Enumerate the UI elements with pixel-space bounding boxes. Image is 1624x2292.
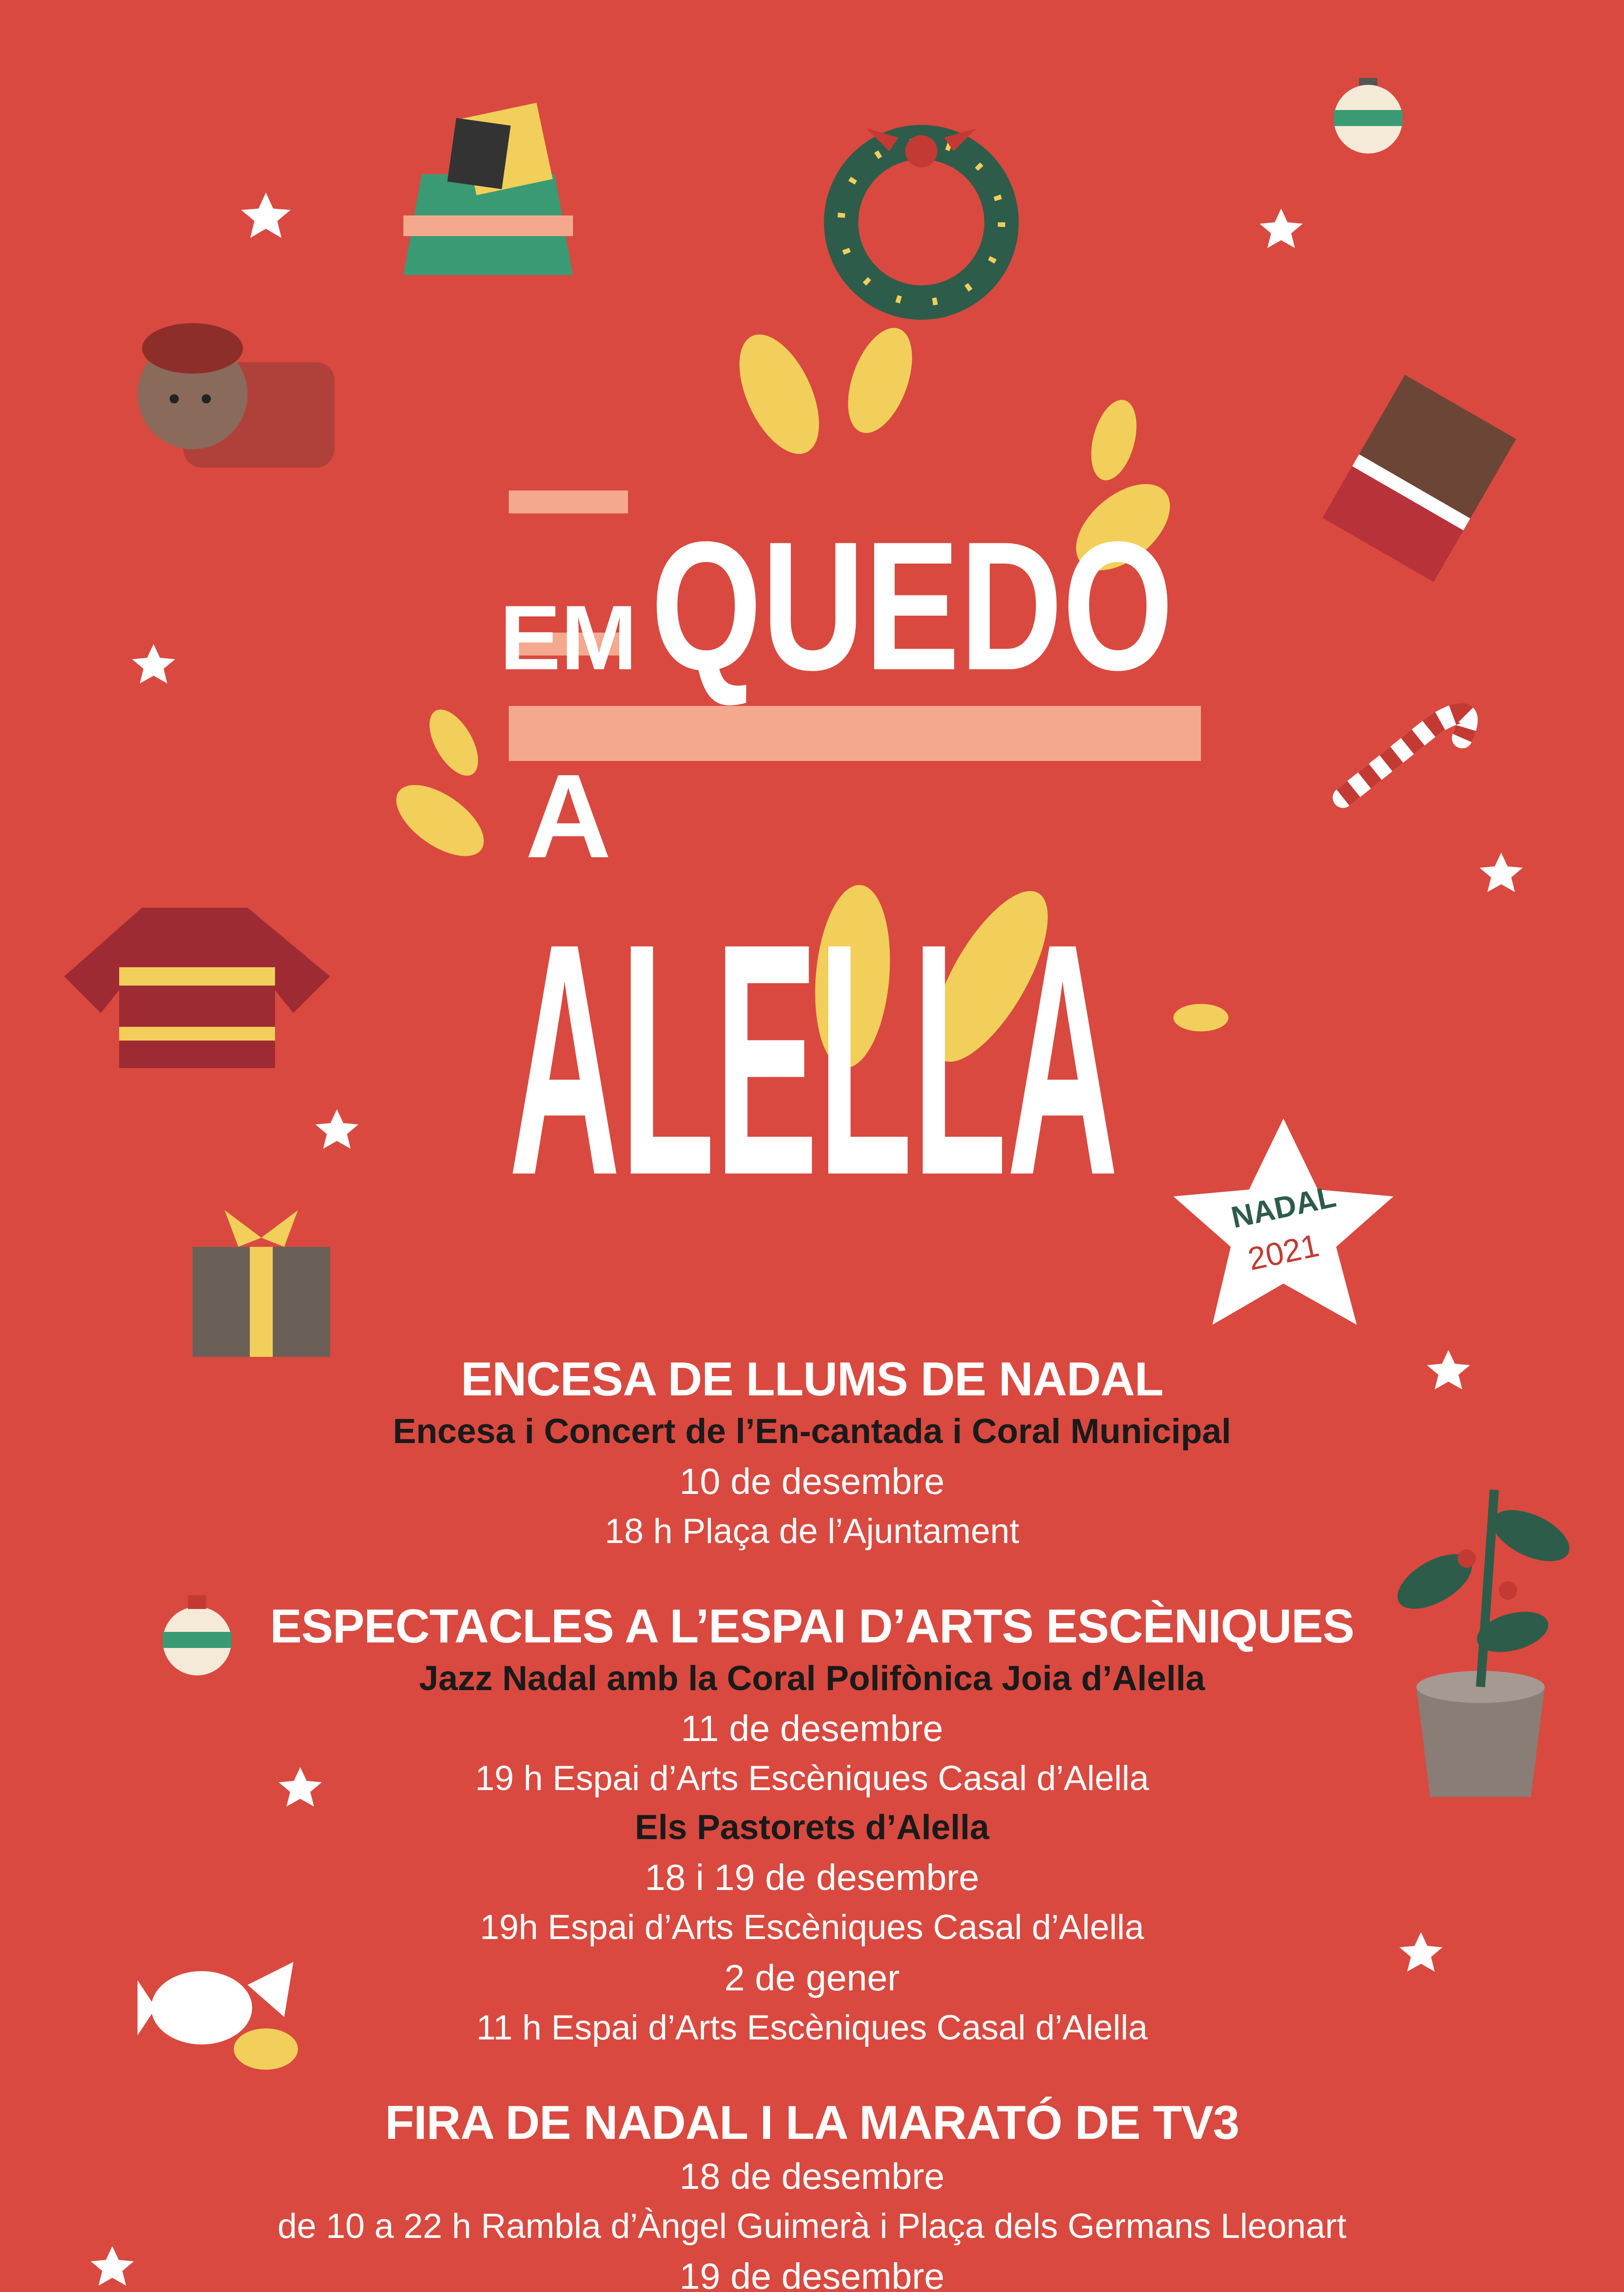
program-section [0,1599,1624,2052]
sweater-icon [64,908,330,1068]
wreath-icon [841,128,1002,303]
chocolate-bar-icon [1322,375,1516,582]
badge-line2: 2021 [1244,1227,1322,1277]
title-em: EM [500,587,637,689]
event-date: 10 de desembre [679,1460,945,1502]
title-bar [509,490,628,513]
title-quedo: QUEDO [651,503,1173,708]
ornament-icon [1334,78,1403,154]
event-detail: 11 h Espai d’Arts Escèniques Casal d’Alella [476,2008,1148,2047]
program-section [0,2096,1624,2292]
title-bar [509,706,1201,761]
title-a: A [525,750,611,883]
candy-cane-icon [1343,713,1467,798]
event-date: 18 i 19 de desembre [644,1857,980,1898]
section-title: ESPECTACLES A L’ESPAI D’ARTS ESCÈNIQUES [270,1600,1354,1653]
program-section [0,1352,1624,1556]
event-detail: 19h Espai d’Arts Escèniques Casal d’Alella [479,1908,1144,1947]
event-detail: de 10 a 22 h Rambla d’Àngel Guimerà i Plaça dels Germans Lleonart [277,2206,1347,2246]
gift-box-icon [193,1210,330,1357]
event-title: Jazz Nadal amb la Coral Polifònica Joia d’Alella [419,1658,1205,1698]
section-title: FIRA DE NADAL I LA MARATÓ DE TV3 [385,2096,1239,2149]
event-title: Els Pastorets d’Alella [635,1807,989,1847]
event-title: Encesa i Concert de l’En-cantada i Coral Municipal [393,1411,1231,1451]
tio-log-icon [138,323,335,468]
event-date: 11 de desembre [681,1708,943,1749]
event-detail: 18 h Plaça de l’Ajuntament [605,1511,1019,1551]
title-alella: ALELLA [509,875,1118,1244]
program [0,1352,1624,2292]
event-detail: 19 h Espai d’Arts Escèniques Casal d’Alella [475,1759,1149,1798]
badge-line1: NADAL [1228,1179,1339,1234]
event-date: 19 de desembre [679,2255,945,2292]
event-date: 18 de desembre [679,2155,945,2197]
section-title: ENCESA DE LLUMS DE NADAL [461,1353,1163,1406]
shopping-bag-icon [403,103,573,275]
event-date: 2 de gener [724,1957,900,1998]
